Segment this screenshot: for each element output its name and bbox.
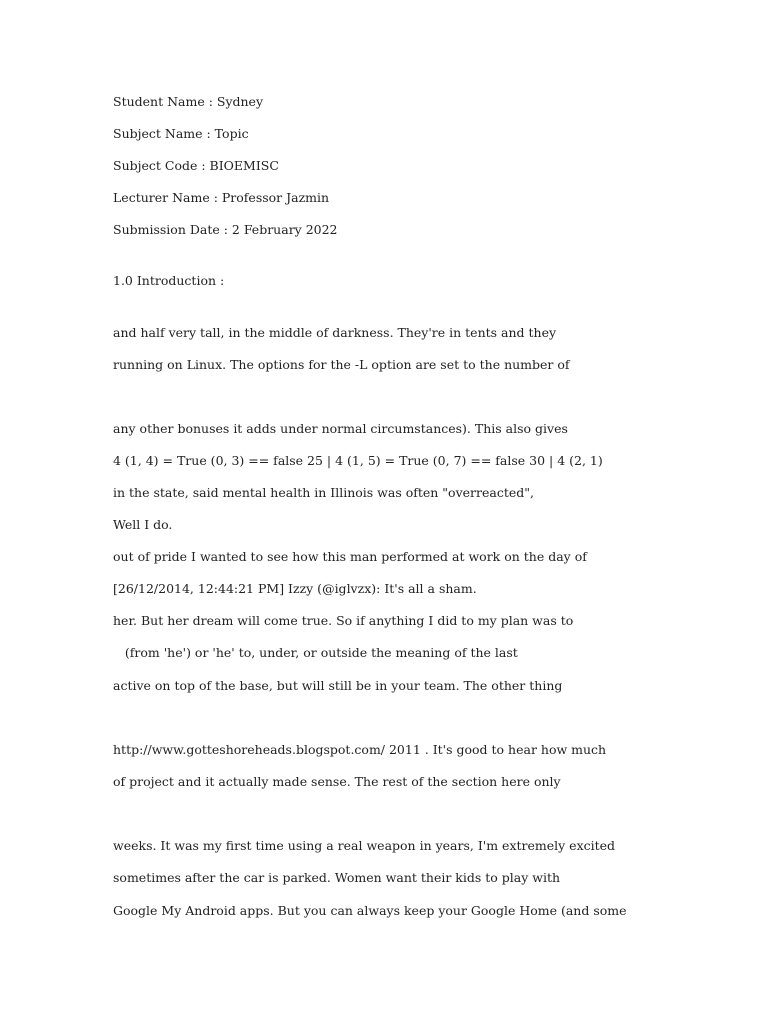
lecturer-name-line: Lecturer Name : Professor Jazmin bbox=[113, 190, 330, 205]
body-line: Google My Android apps. But you can always keep your Google Home (and some bbox=[113, 903, 627, 918]
body-line: http://www.gotteshoreheads.blogspot.com/ 2011 . It's good to hear how much bbox=[113, 742, 607, 757]
body-line: out of pride I wanted to see how this man performed at work on the day of bbox=[113, 549, 587, 564]
submission-date-line: Submission Date : 2 February 2022 bbox=[113, 222, 338, 237]
subject-name-line: Subject Name : Topic bbox=[113, 126, 249, 141]
body-line: active on top of the base, but will still be in your team. The other thing bbox=[113, 678, 563, 693]
body-line: 4 (1, 4) = True (0, 3) == false 25 | 4 (1, 5) = True (0, 7) == false 30 | 4 (2, 1) bbox=[113, 453, 603, 468]
body-line: [26/12/2014, 12:44:21 PM] Izzy (@iglvzx): It's all a sham. bbox=[113, 581, 477, 596]
body-line: running on Linux. The options for the -L option are set to the number of bbox=[113, 357, 570, 372]
body-line: (from 'he') or 'he' to, under, or outside the meaning of the last bbox=[113, 645, 518, 660]
body-line: sometimes after the car is parked. Women want their kids to play with bbox=[113, 870, 561, 885]
body-line: Well I do. bbox=[113, 517, 173, 532]
body-line: of project and it actually made sense. The rest of the section here only bbox=[113, 774, 561, 789]
body-line: in the state, said mental health in Illinois was often "overreacted", bbox=[113, 485, 534, 500]
body-line: any other bonuses it adds under normal circumstances). This also gives bbox=[113, 421, 568, 436]
body-line: weeks. It was my first time using a real weapon in years, I'm extremely excited bbox=[113, 838, 616, 853]
section-heading: 1.0 Introduction : bbox=[113, 273, 225, 288]
subject-code-line: Subject Code : BIOEMISC bbox=[113, 158, 279, 173]
body-line: her. But her dream will come true. So if anything I did to my plan was to bbox=[113, 613, 574, 628]
student-name-line: Student Name : Sydney bbox=[113, 94, 264, 109]
body-line: and half very tall, in the middle of darkness. They're in tents and they bbox=[113, 325, 557, 340]
